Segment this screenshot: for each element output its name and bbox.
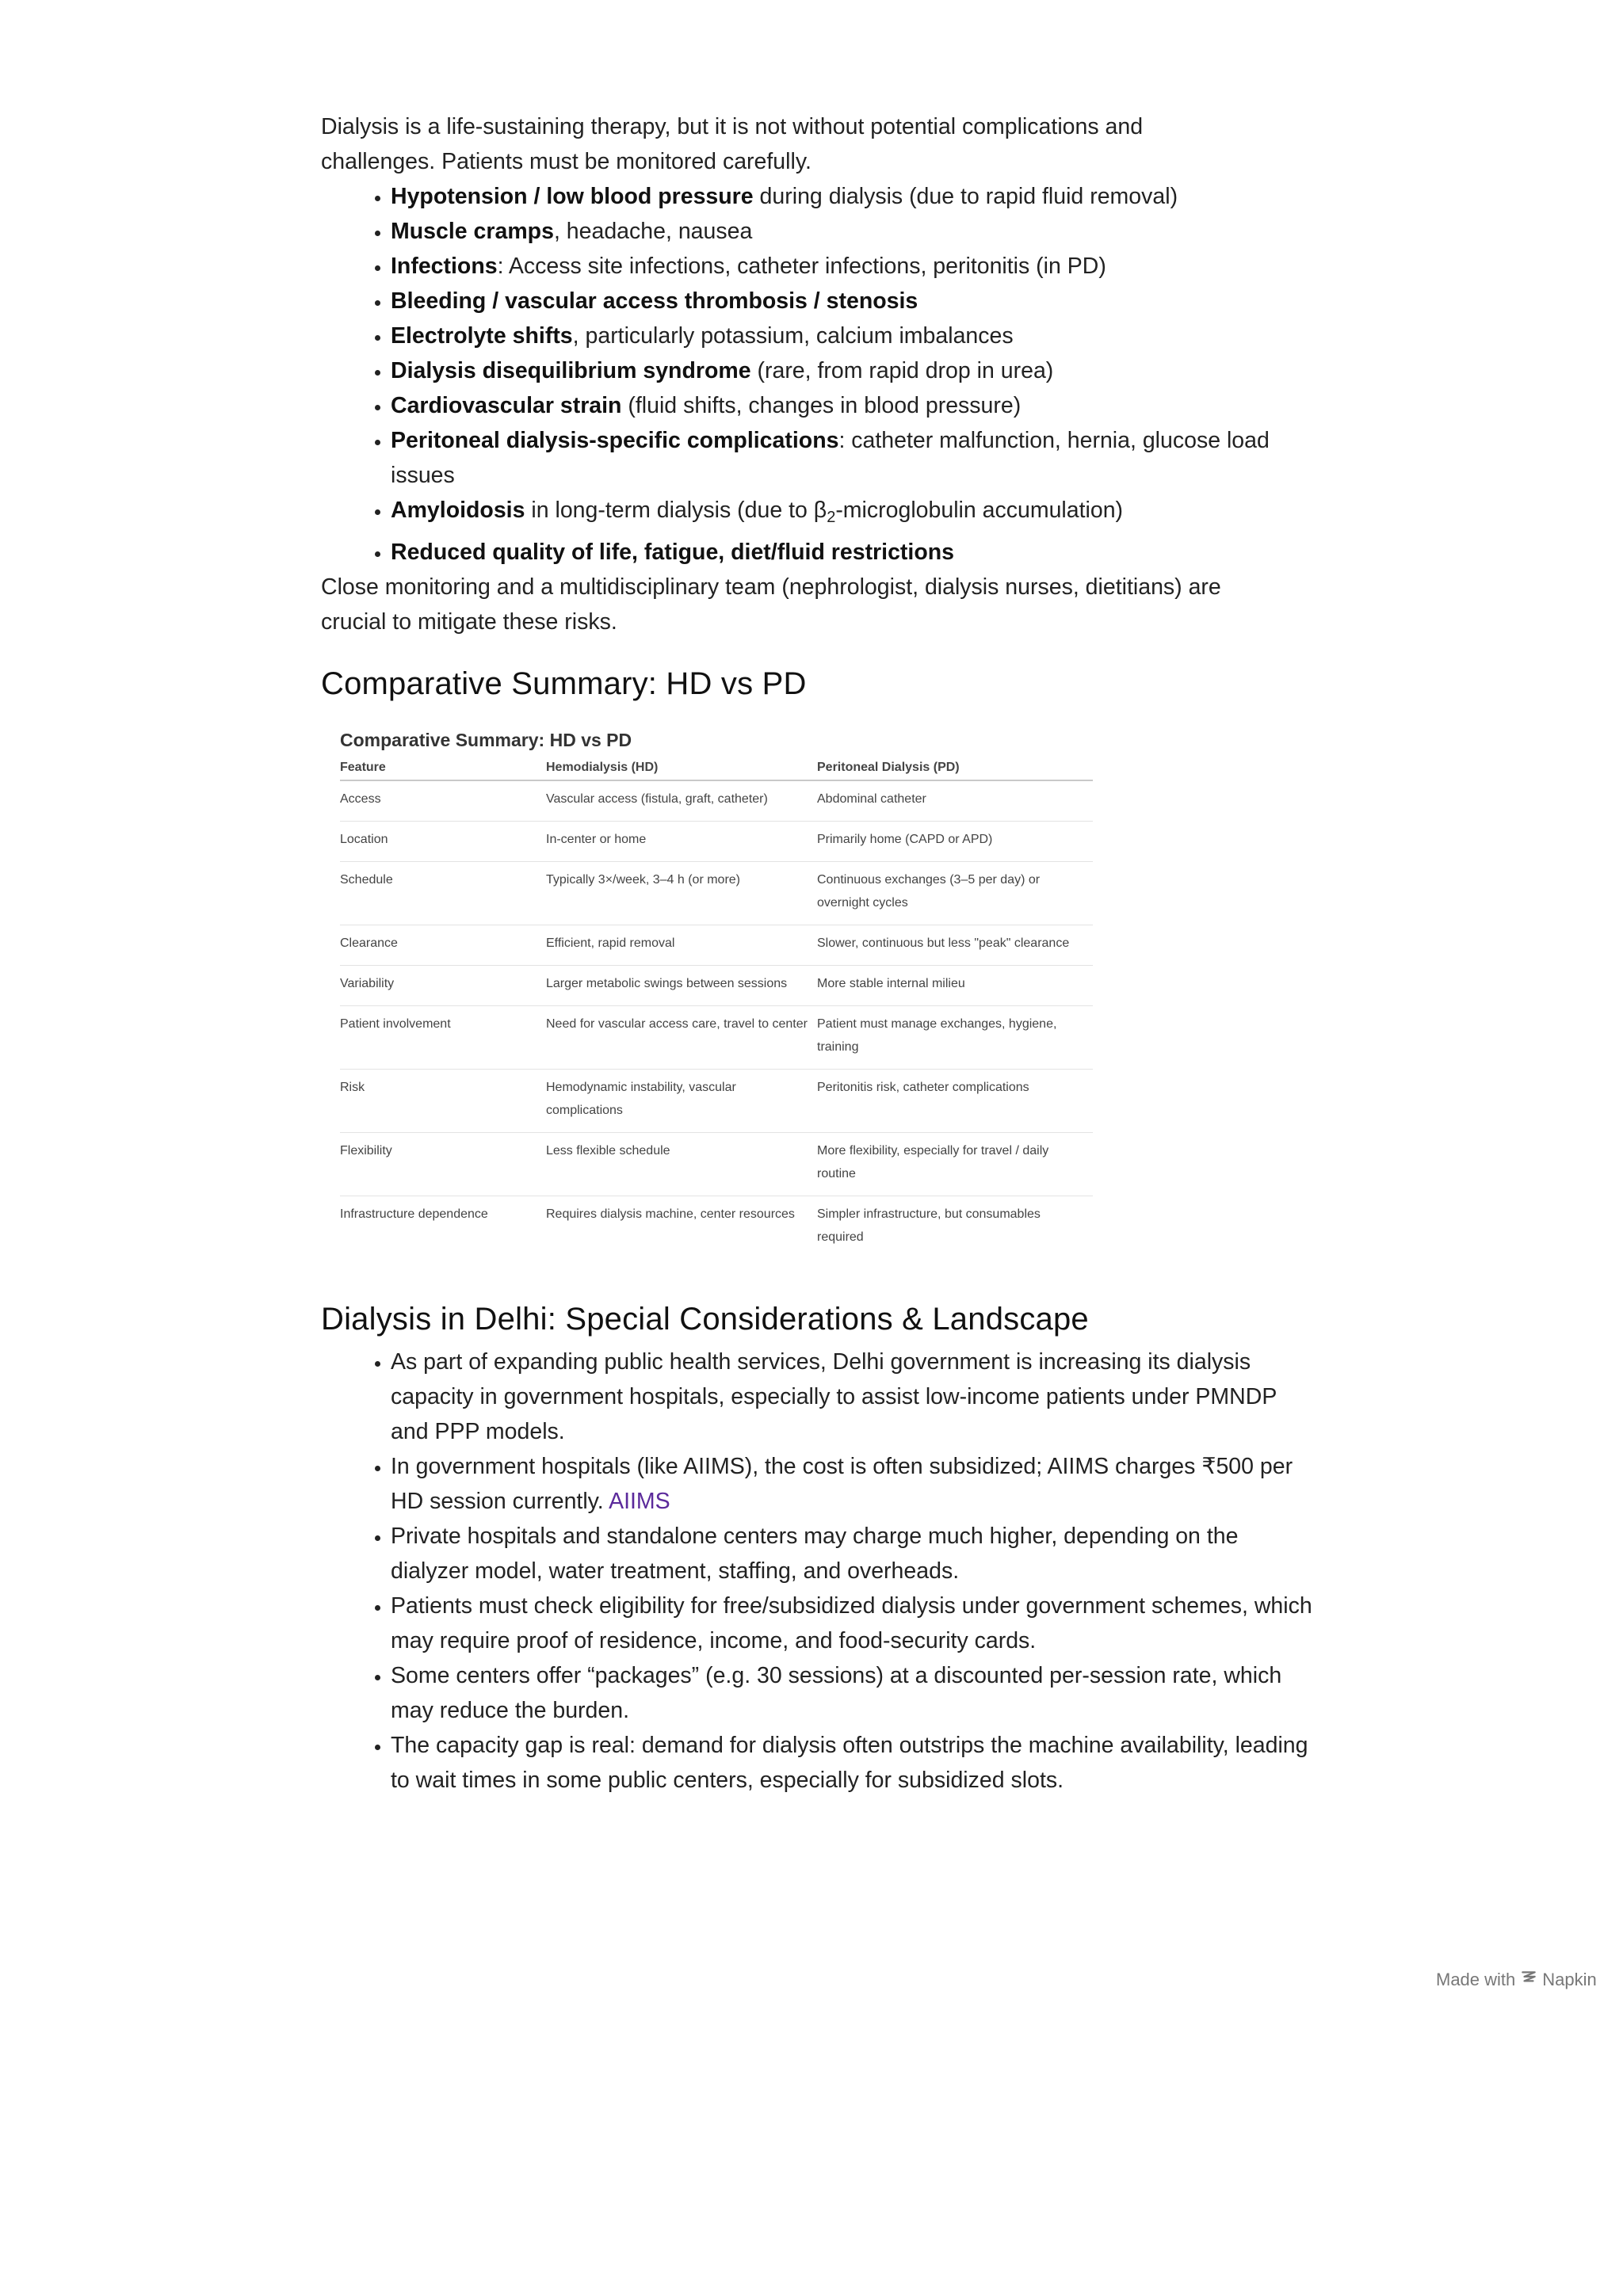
table-cell: Hemodynamic instability, vascular complications	[546, 1070, 817, 1133]
table-row	[340, 1070, 1093, 1133]
list-item: • Some centers offer “packages” (e.g. 30 sessions) at a discounted per-session rate, which may reduce the burden.	[391, 1658, 1319, 1728]
list-item	[391, 179, 1319, 214]
list-item	[391, 388, 1319, 423]
comparison-table-figure	[334, 730, 1086, 1259]
table-cell: Variability	[340, 966, 546, 1006]
list-item	[391, 353, 1319, 388]
table-row	[340, 780, 1093, 822]
section-heading-delhi: Dialysis in Delhi: Special Considerations & Landscape	[321, 1302, 1089, 1337]
item-bold: Peritoneal dialysis-specific complications	[391, 428, 839, 453]
table-cell: Infrastructure dependence	[340, 1207, 488, 1221]
intro-line-2: challenges. Patients must be monitored carefully.	[321, 149, 812, 174]
closing-paragraph	[321, 570, 1319, 639]
item-text: : Access site infections, catheter infections, peritonitis (in PD)	[497, 254, 1106, 279]
table-cell: Primarily home (CAPD or APD)	[817, 822, 1093, 862]
item-bold: Cardiovascular strain	[391, 393, 622, 418]
section-heading-comparison: Comparative Summary: HD vs PD	[321, 666, 807, 701]
list-item-amyloidosis	[391, 493, 1319, 535]
table-cell: Schedule	[340, 862, 546, 925]
list-item	[391, 249, 1319, 284]
column-header: Peritoneal Dialysis (PD)	[817, 757, 1093, 780]
table-row	[340, 1196, 1093, 1260]
table-body	[340, 780, 1093, 1259]
subscript: 2	[827, 509, 836, 526]
table-cell: Continuous exchanges (3–5 per day) or overnight cycles	[817, 862, 1093, 925]
item-text: , particularly potassium, calcium imbalances	[572, 323, 1014, 349]
item-text: (rare, from rapid drop in urea)	[750, 358, 1054, 383]
item-bold: Dialysis disequilibrium syndrome	[391, 358, 751, 383]
item-bold: Muscle cramps	[391, 219, 554, 244]
item-bold: Infections	[391, 254, 498, 279]
item-text: in long-term dialysis (due to β	[525, 498, 827, 523]
table-cell: More stable internal milieu	[817, 966, 1093, 1006]
table-cell: Need for vascular access care, travel to center	[546, 1006, 817, 1070]
table-title: Comparative Summary: HD vs PD	[340, 730, 632, 750]
table-cell: Peritonitis risk, catheter complications	[817, 1070, 1093, 1133]
list-item	[391, 284, 1319, 318]
closing-line-1: Close monitoring and a multidisciplinary team (nephrologist, dialysis nurses, dietitians) are	[321, 574, 1221, 600]
table-cell: Efficient, rapid removal	[546, 925, 817, 966]
list-item	[391, 423, 1319, 493]
comparison-table	[340, 757, 1093, 1259]
table-cell: Access	[340, 780, 546, 822]
table-cell: Location	[340, 822, 546, 862]
closing-line-2: crucial to mitigate these risks.	[321, 609, 617, 635]
made-with-napkin-badge[interactable]	[1436, 1969, 1597, 1991]
table-cell: In-center or home	[546, 822, 817, 862]
item-text: during dialysis (due to rapid fluid removal)	[753, 184, 1178, 209]
delhi-list	[321, 1344, 1319, 1798]
table-row	[340, 862, 1093, 925]
table-row	[340, 1006, 1093, 1070]
item-bold: Reduced quality of life, fatigue, diet/fluid restrictions	[391, 540, 954, 565]
table-cell: Risk	[340, 1070, 546, 1133]
item-text: : catheter malfunction, hernia, glucose load issues	[391, 428, 1270, 488]
item-text: (fluid shifts, changes in blood pressure)	[621, 393, 1022, 418]
list-item	[391, 1449, 1319, 1519]
item-bold: Bleeding / vascular access thrombosis / stenosis	[391, 288, 918, 314]
table-cell: More flexibility, especially for travel / daily routine	[817, 1133, 1093, 1196]
table-cell: Patient involvement	[340, 1006, 546, 1070]
complications-list	[321, 179, 1319, 570]
list-item: • Private hospitals and standalone centers may charge much higher, depending on the dialyzer model, water treatment, staffing, and overheads.	[391, 1519, 1319, 1589]
table-cell: Slower, continuous but less "peak" clearance	[817, 925, 1093, 966]
list-item: • Patients must check eligibility for free/subsidized dialysis under government schemes, which may require proof of residence, income, and food-security cards.	[391, 1589, 1319, 1658]
item-text: , headache, nausea	[553, 219, 753, 244]
list-item: • The capacity gap is real: demand for dialysis often outstrips the machine availability, leading to wait times in some public centers, especially for subsidized slots.	[391, 1728, 1319, 1798]
napkin-logo-icon	[1520, 1969, 1537, 1991]
list-item	[391, 318, 1319, 353]
table-cell: Larger metabolic swings between sessions	[546, 966, 817, 1006]
list-item: • As part of expanding public health services, Delhi government is increasing its dialysis capacity in government hospitals, especially to assist low-income patients under PMNDP and PPP models.	[391, 1344, 1319, 1449]
napkin-brand: Napkin	[1542, 1970, 1597, 1989]
item-text: -microglobulin accumulation)	[835, 498, 1124, 523]
column-header: Hemodialysis (HD)	[546, 757, 817, 780]
item-text: In government hospitals (like AIIMS), the cost is often subsidized; AIIMS charges ₹500 per HD session currently.	[391, 1454, 1293, 1514]
document-page	[321, 109, 1319, 1798]
table-row	[340, 1133, 1093, 1196]
item-bold: Amyloidosis	[391, 498, 525, 523]
column-header: Feature	[340, 757, 546, 780]
table-header-row	[340, 757, 1093, 780]
table-row	[340, 966, 1093, 1006]
intro-line-1: Dialysis is a life-sustaining therapy, but it is not without potential complications and	[321, 114, 1144, 139]
item-bold: Electrolyte shifts	[391, 323, 573, 349]
item-bold: Hypotension / low blood pressure	[391, 184, 754, 209]
table-row	[340, 925, 1093, 966]
list-item	[391, 214, 1319, 249]
table-cell: Requires dialysis machine, center resources	[546, 1207, 795, 1221]
table-cell: Simpler infrastructure, but consumables required	[817, 1207, 1041, 1244]
table-cell: Abdominal catheter	[817, 780, 1093, 822]
table-cell: Vascular access (fistula, graft, catheter)	[546, 780, 817, 822]
table-cell: Typically 3×/week, 3–4 h (or more)	[546, 862, 817, 925]
made-with-label: Made with	[1436, 1970, 1516, 1989]
table-cell: Less flexible schedule	[546, 1133, 817, 1196]
list-item	[391, 535, 1319, 570]
aiims-link[interactable]: AIIMS	[609, 1489, 670, 1514]
table-row	[340, 822, 1093, 862]
table-cell: Patient must manage exchanges, hygiene, training	[817, 1006, 1093, 1070]
intro-paragraph	[321, 109, 1319, 179]
table-cell: Flexibility	[340, 1133, 546, 1196]
table-cell: Clearance	[340, 925, 546, 966]
